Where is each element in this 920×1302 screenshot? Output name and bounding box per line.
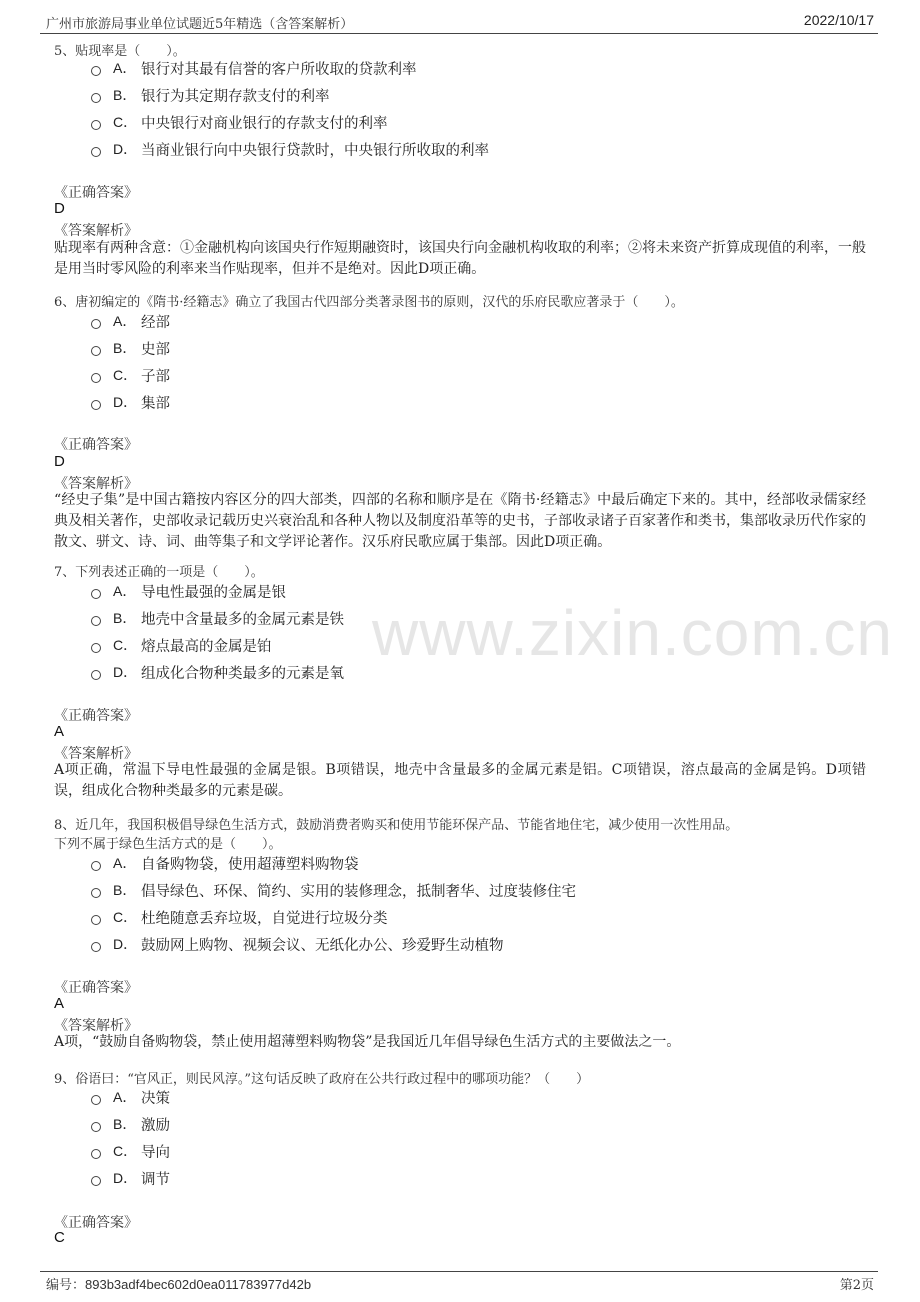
option-letter: A． <box>113 855 137 871</box>
option-d[interactable] <box>91 1167 170 1189</box>
option-letter: B． <box>113 1116 137 1132</box>
option-text: 导电性最强的金属是银 <box>141 584 286 601</box>
option-letter: D． <box>113 394 138 410</box>
option-letter: A． <box>113 313 137 329</box>
question-stem: 5、贴现率是（ ）。 <box>54 44 186 59</box>
option-letter: C． <box>113 1143 138 1159</box>
page-number: 第2页 <box>839 1278 874 1293</box>
watermark: www.zixin.com.cn <box>372 597 893 669</box>
option-d[interactable] <box>91 391 170 413</box>
option-text: 史部 <box>141 341 170 358</box>
option-text: 银行为其定期存款支付的利率 <box>141 88 330 105</box>
option-text: 地壳中含量最多的金属元素是铁 <box>141 611 344 628</box>
option-c[interactable] <box>91 634 272 656</box>
radio-button-icon[interactable] <box>91 589 101 599</box>
analysis-label: 《答案解析》 <box>54 746 138 762</box>
radio-button-icon[interactable] <box>91 319 101 329</box>
radio-button-icon[interactable] <box>91 942 101 952</box>
radio-button-icon[interactable] <box>91 120 101 130</box>
radio-button-icon[interactable] <box>91 400 101 410</box>
option-b[interactable] <box>91 84 330 106</box>
option-b[interactable] <box>91 607 344 629</box>
analysis-label: 《答案解析》 <box>54 223 138 239</box>
correct-answer-label: 《正确答案》 <box>54 185 138 201</box>
correct-answer: A <box>54 723 65 740</box>
correct-answer: A <box>54 995 65 1012</box>
option-letter: C． <box>113 637 138 653</box>
radio-button-icon[interactable] <box>91 1095 101 1105</box>
correct-answer-label: 《正确答案》 <box>54 708 138 724</box>
option-a[interactable] <box>91 852 359 874</box>
option-letter: D． <box>113 936 138 952</box>
option-c[interactable] <box>91 1140 170 1162</box>
option-b[interactable] <box>91 879 576 901</box>
option-a[interactable] <box>91 57 417 79</box>
option-text: 激励 <box>141 1117 170 1134</box>
option-letter: C． <box>113 367 138 383</box>
option-text: 组成化合物种类最多的元素是氧 <box>141 665 344 682</box>
option-text: 子部 <box>141 368 170 385</box>
option-text: 银行对其最有信誉的客户所收取的贷款利率 <box>141 61 417 78</box>
option-letter: A． <box>113 583 137 599</box>
option-text: 当商业银行向中央银行贷款时，中央银行所收取的利率 <box>141 142 489 159</box>
option-text: 中央银行对商业银行的存款支付的利率 <box>141 115 388 132</box>
option-d[interactable] <box>91 933 504 955</box>
radio-button-icon[interactable] <box>91 643 101 653</box>
correct-answer: D <box>54 453 65 470</box>
document-code-label: 编号： <box>46 1278 86 1293</box>
document-code-value: 893b3adf4bec602d0ea011783977d42b <box>85 1277 312 1292</box>
analysis-text: A项正确，常温下导电性最强的金属是银。B项错误，地壳中含量最多的金属元素是铝。C项错误，溶点最高的金属是钨。D项错误，组成化合物种类最多的元素是碳。 <box>54 762 866 799</box>
question-stem: 7、下列表述正确的一项是（ ）。 <box>54 565 264 580</box>
document-code <box>46 1274 311 1293</box>
option-text: 熔点最高的金属是铂 <box>141 638 272 655</box>
question-stem-continued: 下列不属于绿色生活方式的是（ ）。 <box>54 837 282 852</box>
radio-button-icon[interactable] <box>91 888 101 898</box>
option-text: 集部 <box>141 395 170 412</box>
option-b[interactable] <box>91 1113 170 1135</box>
option-text: 倡导绿色、环保、简约、实用的装修理念，抵制奢华、过度装修住宅 <box>141 883 576 900</box>
radio-button-icon[interactable] <box>91 1176 101 1186</box>
option-letter: B． <box>113 610 137 626</box>
correct-answer-label: 《正确答案》 <box>54 980 138 996</box>
option-letter: C． <box>113 114 138 130</box>
analysis-text: “经史子集”是中国古籍按内容区分的四大部类，四部的名称和顺序是在《隋书·经籍志》中最后确定下来的。其中，经部收录儒家经典及相关著作，史部收录记载历史兴衰治乱和各种人物以及制度沿革等的史书，子部收录诸子百家著作和类书，集部收录历代作家的散文、骈文、诗、词、曲等集子和文学评论著作。汉乐府民歌应属于集部。因此D项正确。 <box>54 492 866 550</box>
option-letter: D． <box>113 141 138 157</box>
option-text: 导向 <box>141 1144 170 1161</box>
option-letter: A． <box>113 1089 137 1105</box>
radio-button-icon[interactable] <box>91 147 101 157</box>
question-stem: 9、俗语曰：“官风正，则民风淳。”这句话反映了政府在公共行政过程中的哪项功能？（ ） <box>54 1072 590 1087</box>
option-c[interactable] <box>91 111 388 133</box>
correct-answer: D <box>54 200 65 217</box>
analysis-text: A项，“鼓励自备购物袋，禁止使用超薄塑料购物袋”是我国近几年倡导绿色生活方式的主要做法之一。 <box>54 1034 681 1050</box>
page-footer <box>40 1271 878 1294</box>
document-date: 2022/10/17 <box>803 12 874 28</box>
analysis-label: 《答案解析》 <box>54 1018 138 1034</box>
option-letter: D． <box>113 1170 138 1186</box>
analysis-label: 《答案解析》 <box>54 476 138 492</box>
option-text: 经部 <box>141 314 170 331</box>
option-a[interactable] <box>91 580 286 602</box>
radio-button-icon[interactable] <box>91 66 101 76</box>
option-letter: B． <box>113 882 137 898</box>
option-c[interactable] <box>91 364 170 386</box>
radio-button-icon[interactable] <box>91 670 101 680</box>
option-d[interactable] <box>91 661 344 683</box>
option-c[interactable] <box>91 906 388 928</box>
radio-button-icon[interactable] <box>91 861 101 871</box>
option-letter: D． <box>113 664 138 680</box>
option-text: 自备购物袋，使用超薄塑料购物袋 <box>141 856 359 873</box>
analysis-text: 贴现率有两种含意：①金融机构向该国央行作短期融资时，该国央行向金融机构收取的利率；②将未来资产折算成现值的利率，一般是用当时零风险的利率来当作贴现率，但并不是绝对。因此D项正确。 <box>54 240 866 277</box>
option-text: 鼓励网上购物、视频会议、无纸化办公、珍爱野生动植物 <box>141 937 504 954</box>
option-text: 决策 <box>141 1090 170 1107</box>
radio-button-icon[interactable] <box>91 1149 101 1159</box>
option-letter: B． <box>113 340 137 356</box>
radio-button-icon[interactable] <box>91 915 101 925</box>
option-b[interactable] <box>91 337 170 359</box>
radio-button-icon[interactable] <box>91 616 101 626</box>
option-text: 杜绝随意丢弃垃圾，自觉进行垃圾分类 <box>141 910 388 927</box>
option-text: 调节 <box>141 1171 170 1188</box>
correct-answer-label: 《正确答案》 <box>54 437 138 453</box>
question-stem: 8、近几年，我国积极倡导绿色生活方式，鼓励消费者购买和使用节能环保产品、节能省地住宅，减少使用一次性用品。 <box>54 818 739 833</box>
option-a[interactable] <box>91 1086 170 1108</box>
correct-answer-label: 《正确答案》 <box>54 1215 138 1231</box>
option-letter: B． <box>113 87 137 103</box>
option-d[interactable] <box>91 138 489 160</box>
radio-button-icon[interactable] <box>91 93 101 103</box>
option-letter: A． <box>113 60 137 76</box>
option-letter: C． <box>113 909 138 925</box>
correct-answer: C <box>54 1229 65 1246</box>
option-a[interactable] <box>91 310 170 332</box>
radio-button-icon[interactable] <box>91 373 101 383</box>
radio-button-icon[interactable] <box>91 1122 101 1132</box>
document-title: 广州市旅游局事业单位试题近5年精选（含答案解析） <box>46 17 354 32</box>
question-stem: 6、唐初编定的《隋书·经籍志》确立了我国古代四部分类著录图书的原则，汉代的乐府民歌应著录于（ ）。 <box>54 295 684 310</box>
radio-button-icon[interactable] <box>91 346 101 356</box>
